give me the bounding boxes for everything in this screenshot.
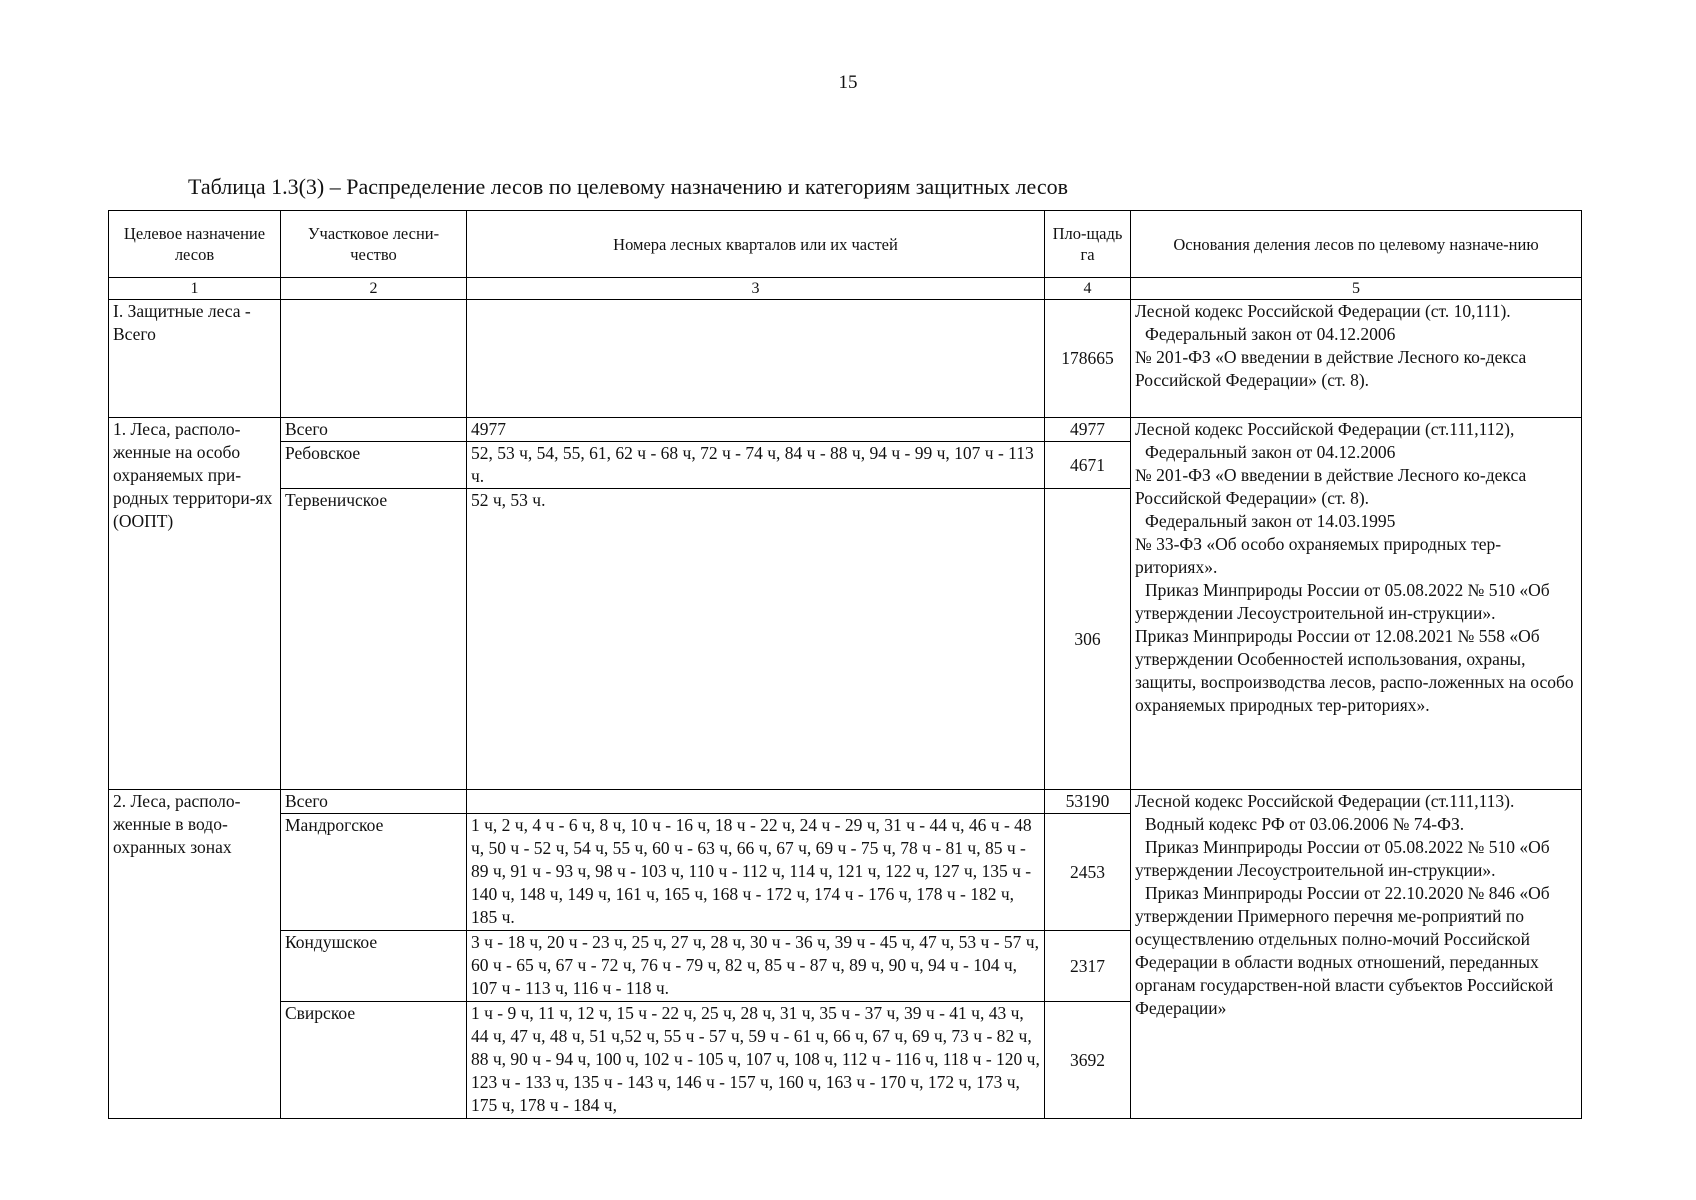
area-cell: 2317	[1045, 931, 1131, 1002]
column-number: 4	[1045, 278, 1131, 300]
basis-cell	[1131, 418, 1582, 790]
header-forestry: Участковое лесни-чество	[281, 211, 467, 278]
page-number: 15	[838, 72, 858, 93]
table-row-protective-total	[109, 300, 1582, 418]
basis-line: № 201-ФЗ «О введении в действие Лесного ко-декса Российской Федерации» (ст. 8).	[1135, 465, 1527, 508]
quarters-cell: 1 ч, 2 ч, 4 ч - 6 ч, 8 ч, 10 ч - 16 ч, 18 ч - 22 ч, 24 ч - 29 ч, 31 ч - 44 ч, 46 ч - 48 ч, 50 ч - 52 ч, 54 ч, 55 ч, 60 ч - 63 ч, 66 ч, 67 ч, 69 ч - 75 ч, 78 ч - 81 ч, 85 ч - 89 ч, 91 ч - 93 ч, 98 ч - 103 ч, 110 ч - 112 ч, 114 ч, 121 ч, 122 ч, 127 ч, 135 ч - 140 ч, 148 ч, 149 ч, 161 ч, 165 ч, 168 ч - 172 ч, 174 ч - 176 ч, 178 ч - 182 ч, 185 ч.	[467, 814, 1045, 931]
column-number: 1	[109, 278, 281, 300]
basis-line: Федеральный закон от 14.03.1995	[1145, 511, 1396, 531]
column-number: 5	[1131, 278, 1582, 300]
forestry-cell: Всего	[281, 418, 467, 442]
basis-cell	[1131, 300, 1582, 418]
quarters-cell: 3 ч - 18 ч, 20 ч - 23 ч, 25 ч, 27 ч, 28 ч, 30 ч - 36 ч, 39 ч - 45 ч, 47 ч, 53 ч - 57 ч, 60 ч - 65 ч, 67 ч - 72 ч, 76 ч - 79 ч, 82 ч, 85 ч - 87 ч, 89 ч, 90 ч, 94 ч - 104 ч, 107 ч - 113 ч, 116 ч - 118 ч.	[467, 931, 1045, 1002]
forestry-cell: Свирское	[281, 1002, 467, 1119]
header-purpose: Целевое назначение лесов	[109, 211, 281, 278]
header-area: Пло-щадь га	[1045, 211, 1131, 278]
basis-line: Приказ Минприроды России от 12.08.2021 № 558 «Об утверждении Особенностей использования, охраны, защиты, воспроизводства лесов, распо-ложенных на особо охраняемых природных тер-риториях».	[1135, 626, 1574, 715]
forestry-cell	[281, 300, 467, 418]
forestry-cell: Всего	[281, 790, 467, 814]
column-number-row	[109, 278, 1582, 300]
basis-line: Лесной кодекс Российской Федерации (ст.111,112),	[1135, 419, 1515, 439]
area-cell: 178665	[1045, 300, 1131, 418]
table-row-water-total	[109, 790, 1582, 814]
forestry-cell: Мандрогское	[281, 814, 467, 931]
purpose-cell: I. Защитные леса - Всего	[109, 300, 281, 418]
column-number: 2	[281, 278, 467, 300]
area-cell: 3692	[1045, 1002, 1131, 1119]
area-cell: 53190	[1045, 790, 1131, 814]
forestry-cell: Ребовское	[281, 442, 467, 489]
basis-line: Лесной кодекс Российской Федерации (ст. 10,111).	[1135, 301, 1511, 321]
area-cell: 2453	[1045, 814, 1131, 931]
basis-line: Приказ Минприроды России от 05.08.2022 № 510 «Об утверждении Лесоустроительной ин-струкции».	[1135, 580, 1550, 623]
area-cell: 306	[1045, 489, 1131, 790]
table-row-oopt-total	[109, 418, 1582, 442]
forest-distribution-table	[108, 210, 1582, 1119]
basis-line: Федеральный закон от 04.12.2006	[1145, 324, 1396, 344]
basis-line: Федеральный закон от 04.12.2006	[1145, 442, 1396, 462]
quarters-cell: 52 ч, 53 ч.	[467, 489, 1045, 790]
header-row	[109, 211, 1582, 278]
basis-line: № 33-ФЗ «Об особо охраняемых природных тер-риториях».	[1135, 534, 1502, 577]
quarters-cell: 1 ч - 9 ч, 11 ч, 12 ч, 15 ч - 22 ч, 25 ч, 28 ч, 31 ч, 35 ч - 37 ч, 39 ч - 41 ч, 43 ч, 44 ч, 47 ч, 48 ч, 51 ч,52 ч, 55 ч - 57 ч, 59 ч - 61 ч, 66 ч, 67 ч, 69 ч, 73 ч - 82 ч, 88 ч, 90 ч - 94 ч, 100 ч, 102 ч - 105 ч, 107 ч, 108 ч, 112 ч - 116 ч, 118 ч - 120 ч, 123 ч - 133 ч, 135 ч - 143 ч, 146 ч - 157 ч, 160 ч, 163 ч - 170 ч, 172 ч, 173 ч, 175 ч, 178 ч - 184 ч,	[467, 1002, 1045, 1119]
quarters-cell: 52, 53 ч, 54, 55, 61, 62 ч - 68 ч, 72 ч - 74 ч, 84 ч - 88 ч, 94 ч - 99 ч, 107 ч - 113 ч.	[467, 442, 1045, 489]
area-cell: 4977	[1045, 418, 1131, 442]
quarters-cell: 4977	[467, 418, 1045, 442]
quarters-cell	[467, 790, 1045, 814]
basis-line: Приказ Минприроды России от 22.10.2020 № 846 «Об утверждении Примерного перечня ме-роприятий по осуществлению отдельных полно-мочий Российской Федерации в области водных отношений, переданных органам государствен-ной власти субъектов Российской Федерации»	[1135, 883, 1554, 1018]
basis-line: Водный кодекс РФ от 03.06.2006 № 74-ФЗ.	[1145, 814, 1465, 834]
purpose-cell: 1. Леса, располо-женные на особо охраняемых при-родных территори-ях (ООПТ)	[109, 418, 281, 790]
column-number: 3	[467, 278, 1045, 300]
purpose-cell: 2. Леса, располо-женные в водо-охранных зонах	[109, 790, 281, 1119]
header-quarters: Номера лесных кварталов или их частей	[467, 211, 1045, 278]
basis-line: Лесной кодекс Российской Федерации (ст.111,113).	[1135, 791, 1515, 811]
table-caption: Таблица 1.3(3) – Распределение лесов по целевому назначению и категориям защитных лесов	[188, 174, 1068, 199]
area-cell: 4671	[1045, 442, 1131, 489]
header-basis: Основания деления лесов по целевому назначе-нию	[1131, 211, 1582, 278]
quarters-cell	[467, 300, 1045, 418]
forestry-cell: Кондушское	[281, 931, 467, 1002]
forestry-cell: Тервеничское	[281, 489, 467, 790]
basis-line: Приказ Минприроды России от 05.08.2022 № 510 «Об утверждении Лесоустроительной ин-струкции».	[1135, 837, 1550, 880]
basis-cell	[1131, 790, 1582, 1119]
basis-line: № 201-ФЗ «О введении в действие Лесного ко-декса Российской Федерации» (ст. 8).	[1135, 347, 1527, 390]
